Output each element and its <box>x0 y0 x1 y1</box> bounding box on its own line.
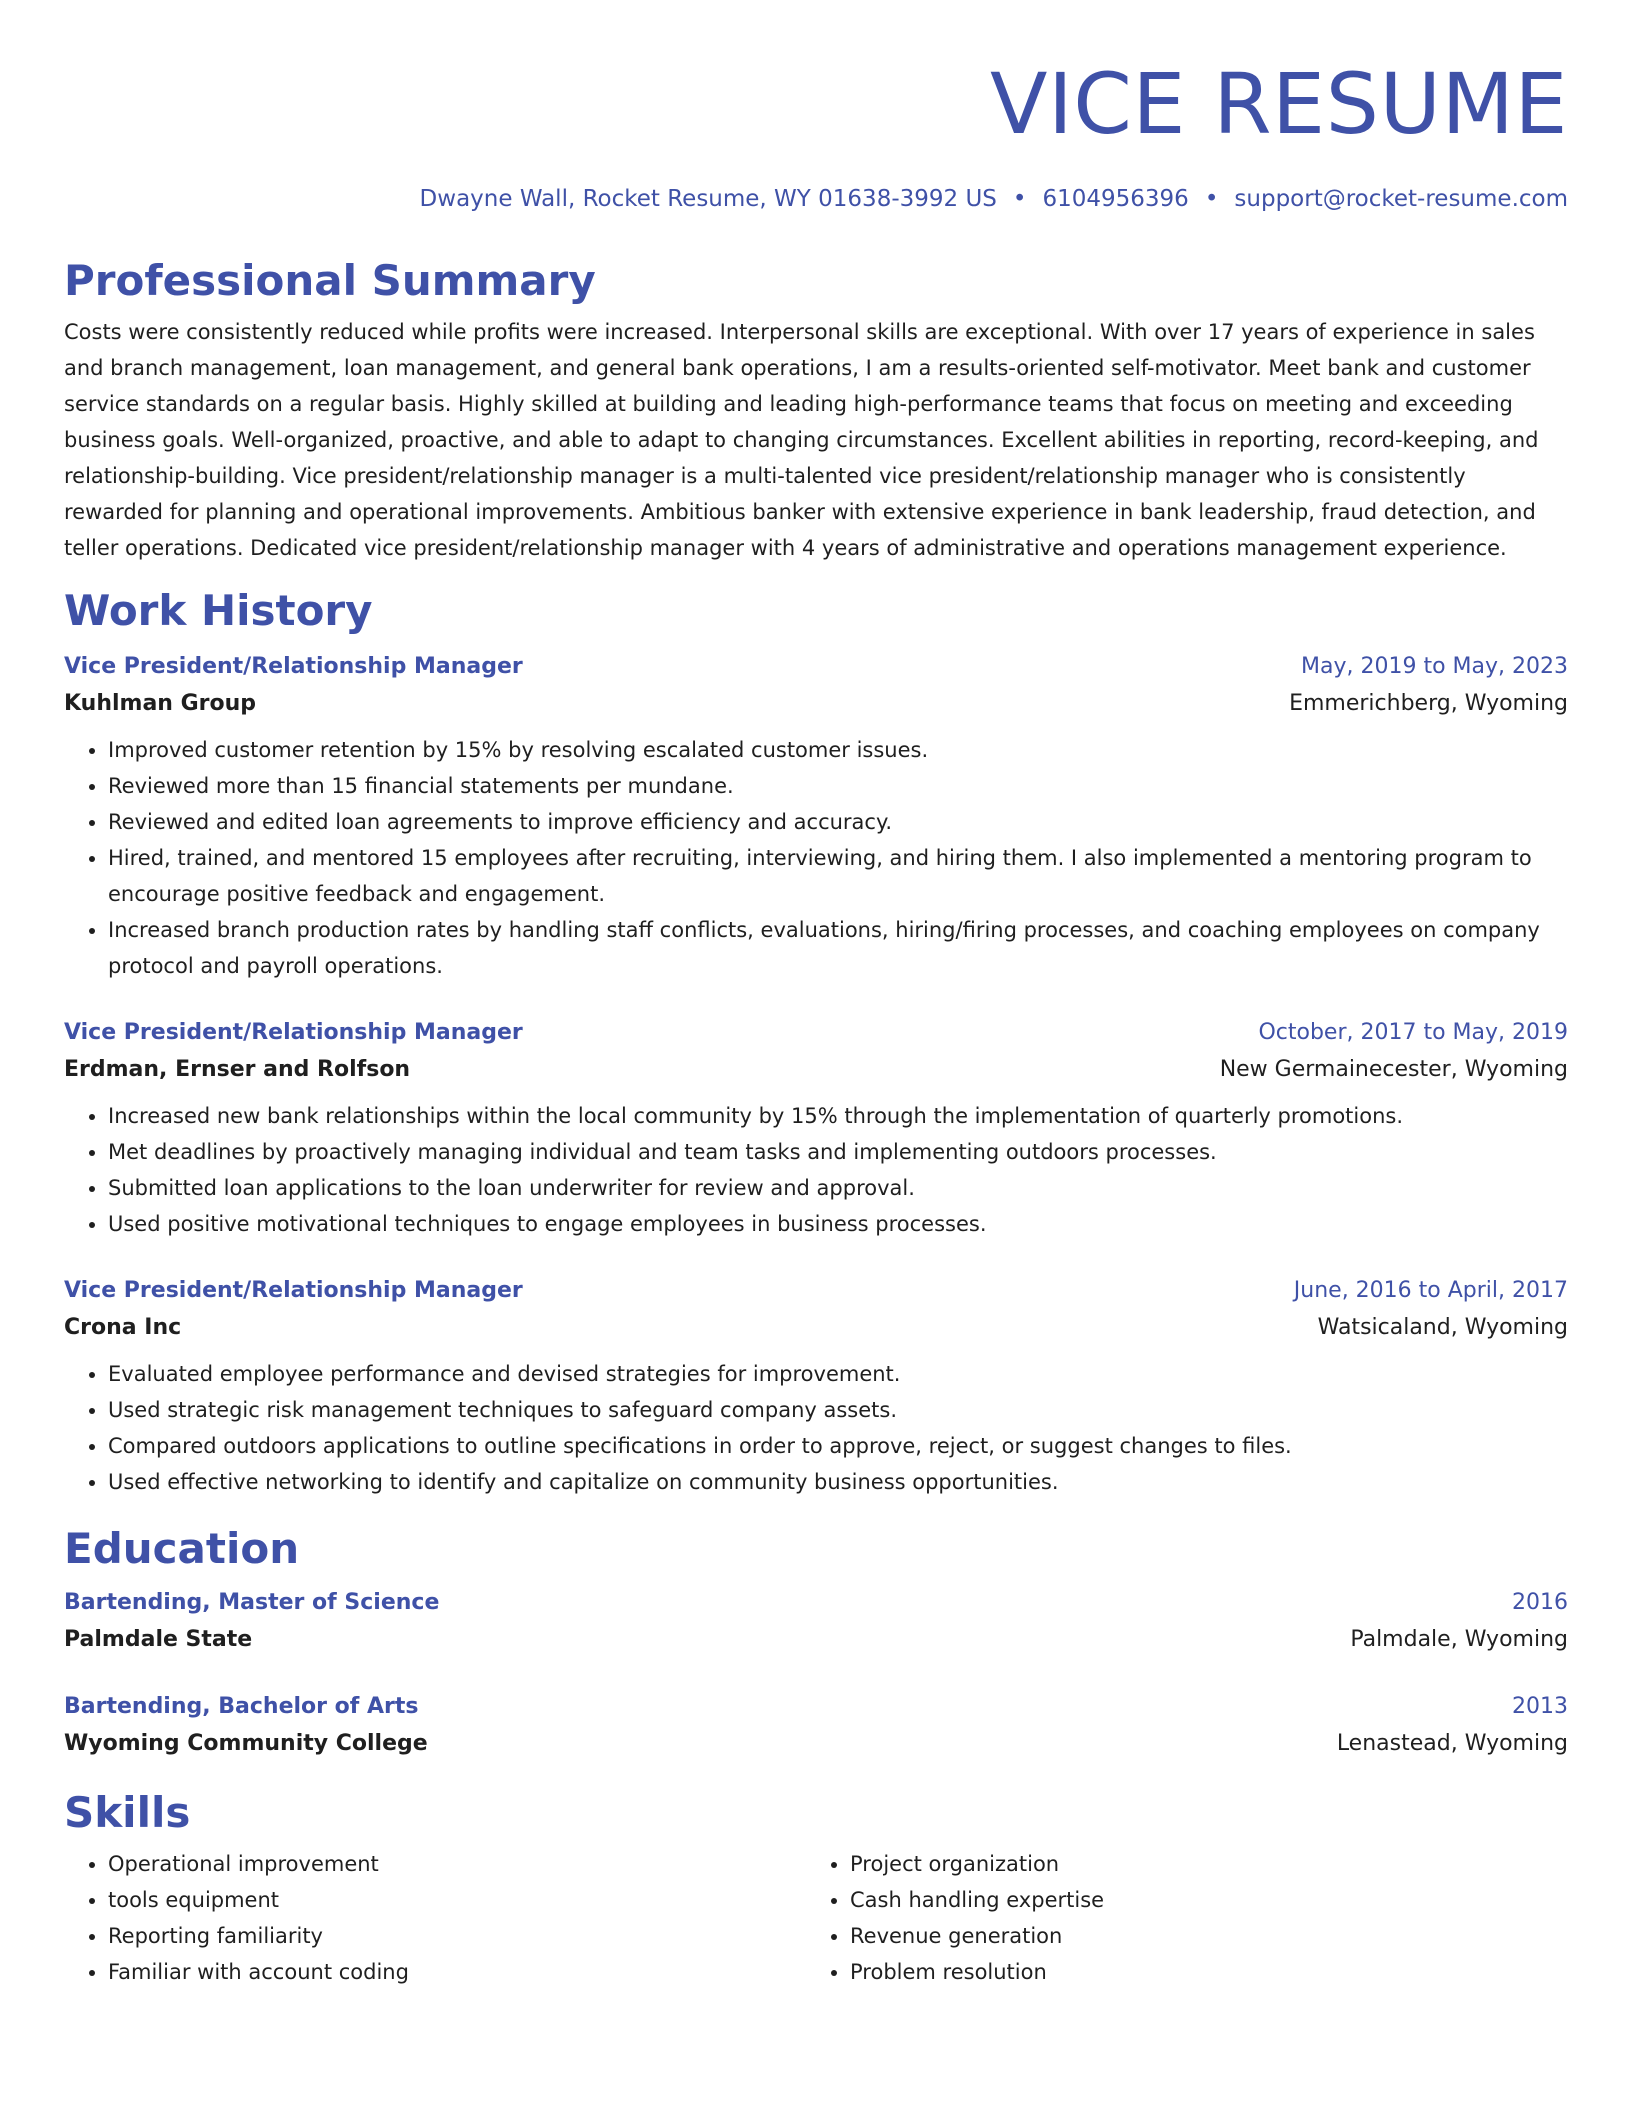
education-entry <box>64 1586 1568 1660</box>
job-bullet: • Used strategic risk management techniques to safeguard company assets. <box>108 1392 1568 1428</box>
education-degree: Bartending, Master of Science <box>64 1590 440 1615</box>
job-bullet: • Improved customer retention by 15% by resolving escalated customer issues. <box>108 732 1568 768</box>
education-school: Wyoming Community College <box>64 1731 428 1756</box>
job-bullet: • Reviewed more than 15 financial statements per mundane. <box>108 768 1568 804</box>
job-dates: May, 2019 to May, 2023 <box>1301 654 1568 679</box>
job-role: Vice President/Relationship Manager <box>64 654 523 679</box>
education-school: Palmdale State <box>64 1627 253 1652</box>
job-bullet: • Used positive motivational techniques to engage employees in business processes. <box>108 1206 1568 1242</box>
resume-title: VICE RESUME <box>990 55 1568 153</box>
skill-item: • Operational improvement <box>108 1846 806 1882</box>
job-company: Kuhlman Group <box>64 691 257 716</box>
job-bullet: • Hired, trained, and mentored 15 employees after recruiting, interviewing, and hiring them. I also implemented a mentoring program to encourage positive feedback and engagement. <box>108 840 1568 912</box>
skill-item: • Cash handling expertise <box>850 1882 1548 1918</box>
job-entry <box>64 1016 1568 1242</box>
job-bullet: • Reviewed and edited loan agreements to improve efficiency and accuracy. <box>108 804 1568 840</box>
resume-page <box>64 0 1568 1990</box>
job-bullet: • Increased new bank relationships within the local community by 15% through the implementation of quarterly promotions. <box>108 1098 1568 1134</box>
separator-dot: • <box>1204 186 1219 212</box>
job-dates: October, 2017 to May, 2019 <box>1258 1020 1568 1045</box>
job-location: New Germainecester, Wyoming <box>1219 1057 1568 1082</box>
job-company: Crona Inc <box>64 1315 182 1340</box>
job-bullet: • Increased branch production rates by handling staff conflicts, evaluations, hiring/firing processes, and coaching employees on company protocol and payroll operations. <box>108 912 1568 984</box>
education-entry <box>64 1690 1568 1764</box>
job-bullets <box>64 1098 1568 1242</box>
job-bullet: • Met deadlines by proactively managing individual and team tasks and implementing outdoors processes. <box>108 1134 1568 1170</box>
skill-item: • Revenue generation <box>850 1918 1548 1954</box>
job-bullet: • Evaluated employee performance and devised strategies for improvement. <box>108 1356 1568 1392</box>
education-year: 2016 <box>1512 1590 1568 1615</box>
job-dates: June, 2016 to April, 2017 <box>1293 1278 1568 1303</box>
job-role: Vice President/Relationship Manager <box>64 1278 523 1303</box>
skills-heading: Skills <box>64 1788 191 1837</box>
skill-item: • Familiar with account coding <box>108 1954 806 1990</box>
contact-line <box>64 186 1568 216</box>
skill-item: • Problem resolution <box>850 1954 1548 1990</box>
education-heading: Education <box>64 1524 300 1573</box>
job-location: Watsicaland, Wyoming <box>1317 1315 1568 1340</box>
summary-text: Costs were consistently reduced while profits were increased. Interpersonal skills are exceptional. With over 17 years of experience in sales and branch management, loan management, and general bank operations, I am a results-oriented self-motivator. Meet bank and customer service standards on a regular basis. Highly skilled at building and leading high-performance teams that focus on meeting and exceeding business goals. Well-organized, proactive, and able to adapt to changing circumstances. Excellent abilities in reporting, record-keeping, and relationship-building. Vice president/relationship manager is a multi-talented vice president/relationship manager who is consistently rewarded for planning and operational improvements. Ambitious banker with extensive experience in bank leadership, fraud detection, and teller operations. Dedicated vice president/relationship manager with 4 years of administrative and operations management experience. <box>64 320 1539 560</box>
job-bullet: • Used effective networking to identify and capitalize on community business opportunities. <box>108 1464 1568 1500</box>
skill-item: • Reporting familiarity <box>108 1918 806 1954</box>
education-location: Palmdale, Wyoming <box>1350 1627 1568 1652</box>
skill-item: • tools equipment <box>108 1882 806 1918</box>
work-history-heading: Work History <box>64 586 373 635</box>
job-entry <box>64 650 1568 984</box>
job-bullet: • Compared outdoors applications to outline specifications in order to approve, reject, or suggest changes to files. <box>108 1428 1568 1464</box>
skills-list <box>64 1846 1568 1990</box>
contact-email: support@rocket-resume.com <box>1234 186 1568 212</box>
job-bullet: • Submitted loan applications to the loan underwriter for review and approval. <box>108 1170 1568 1206</box>
job-company: Erdman, Ernser and Rolfson <box>64 1057 411 1082</box>
contact-phone: 6104956396 <box>1042 186 1189 212</box>
skills-column-left <box>64 1846 806 1990</box>
job-role: Vice President/Relationship Manager <box>64 1020 523 1045</box>
education-location: Lenastead, Wyoming <box>1336 1731 1568 1756</box>
separator-dot: • <box>1012 186 1027 212</box>
job-bullets <box>64 1356 1568 1500</box>
skills-column-right <box>806 1846 1548 1990</box>
job-entry <box>64 1274 1568 1500</box>
job-bullets <box>64 732 1568 984</box>
education-degree: Bartending, Bachelor of Arts <box>64 1694 419 1719</box>
education-year: 2013 <box>1512 1694 1568 1719</box>
contact-address: Dwayne Wall, Rocket Resume, WY 01638-3992 US <box>419 186 997 212</box>
summary-heading: Professional Summary <box>64 256 596 305</box>
skill-item: • Project organization <box>850 1846 1548 1882</box>
job-location: Emmerichberg, Wyoming <box>1289 691 1568 716</box>
